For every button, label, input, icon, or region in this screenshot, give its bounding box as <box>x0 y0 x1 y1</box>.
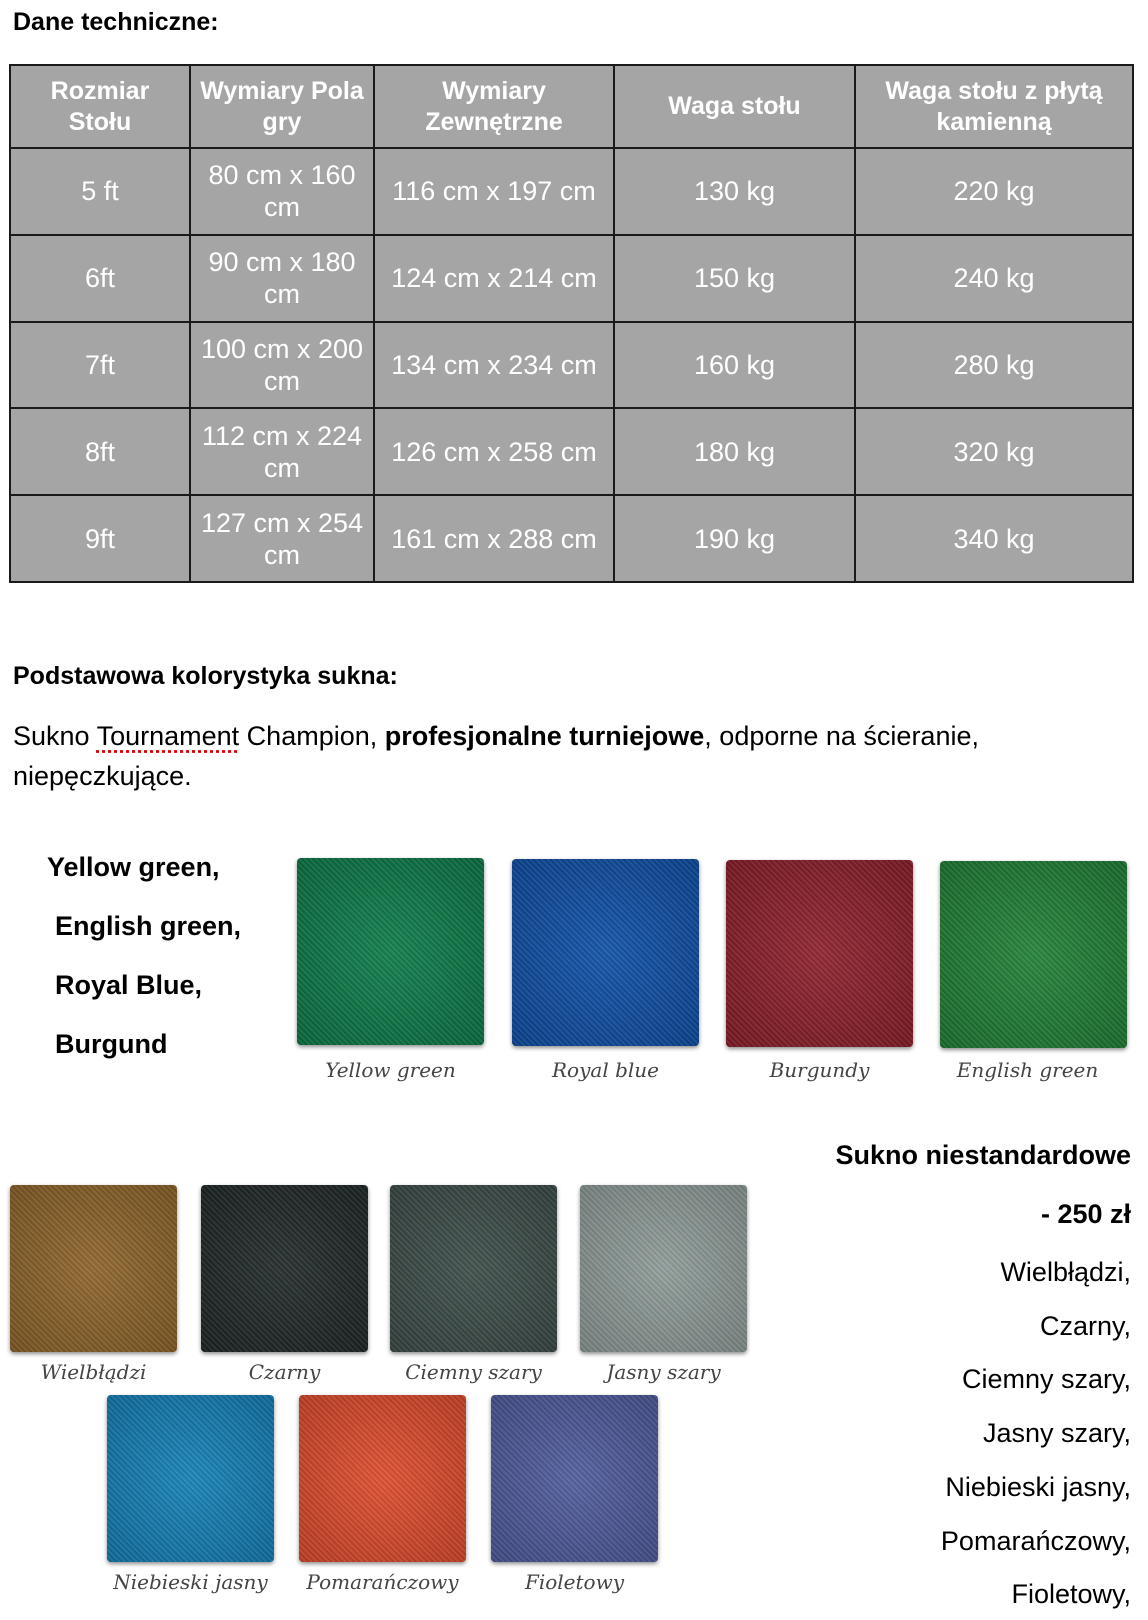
desc-spellcheck-word: Tournament <box>96 721 240 751</box>
swatch-light-blue <box>107 1395 274 1562</box>
felt-description <box>13 716 1113 796</box>
cell-outer: 161 cm x 288 cm <box>374 495 614 582</box>
swatch-light-grey <box>580 1185 747 1352</box>
desc-text: Sukno <box>13 721 97 751</box>
custom-color-name: Pomarańczowy, <box>940 1526 1131 1556</box>
cell-weight-slate: 220 kg <box>855 148 1133 235</box>
swatch-burgundy <box>726 860 913 1047</box>
spec-heading: Dane techniczne: <box>13 8 219 36</box>
swatch-camel <box>10 1185 177 1352</box>
custom-color-name: Czarny, <box>1039 1311 1131 1341</box>
cell-size: 8ft <box>10 408 190 495</box>
custom-color-name: Fioletowy, <box>1011 1579 1131 1609</box>
desc-bold: profesjonalne turniejowe <box>384 721 705 751</box>
standard-color-name: Royal Blue, <box>55 970 203 1000</box>
felt-heading: Podstawowa kolorystyka sukna: <box>13 662 398 690</box>
table-row <box>10 495 1133 582</box>
swatch-label: Czarny <box>248 1360 321 1384</box>
cell-playfield: 127 cm x 254 cm <box>190 495 374 582</box>
standard-color-name: Burgund <box>55 1029 168 1059</box>
swatch-purple <box>491 1395 658 1562</box>
cell-size: 5 ft <box>10 148 190 235</box>
custom-price: - 250 zł <box>1040 1199 1131 1229</box>
desc-text: Champion, <box>239 721 385 751</box>
swatch-label: Burgundy <box>769 1058 870 1082</box>
cell-playfield: 80 cm x 160 cm <box>190 148 374 235</box>
header-table-weight: Waga stołu <box>614 65 855 148</box>
cell-weight: 160 kg <box>614 322 855 409</box>
standard-color-name: Yellow green, <box>47 852 220 882</box>
cell-playfield: 100 cm x 200 cm <box>190 322 374 409</box>
cell-playfield: 90 cm x 180 cm <box>190 235 374 322</box>
swatch-label: English green <box>956 1058 1099 1082</box>
swatch-yellow-green <box>297 858 484 1045</box>
cell-outer: 134 cm x 234 cm <box>374 322 614 409</box>
table-row <box>10 235 1133 322</box>
swatch-label: Wielbłądzi <box>40 1360 147 1384</box>
swatch-label: Royal blue <box>552 1058 659 1082</box>
swatch-label: Jasny szary <box>606 1360 721 1384</box>
cell-weight-slate: 240 kg <box>855 235 1133 322</box>
cell-weight: 180 kg <box>614 408 855 495</box>
swatch-black <box>201 1185 368 1352</box>
cell-weight-slate: 320 kg <box>855 408 1133 495</box>
cell-size: 9ft <box>10 495 190 582</box>
swatch-label: Fioletowy <box>524 1570 625 1594</box>
header-playfield-dims: Wymiary Pola gry <box>190 65 374 148</box>
cell-weight: 190 kg <box>614 495 855 582</box>
custom-color-name: Wielbłądzi, <box>1000 1257 1131 1287</box>
cell-outer: 124 cm x 214 cm <box>374 235 614 322</box>
header-table-size: Rozmiar Stołu <box>10 65 190 148</box>
swatch-dark-grey <box>390 1185 557 1352</box>
spec-header-row <box>10 65 1133 148</box>
spec-table <box>9 64 1134 583</box>
table-row <box>10 148 1133 235</box>
swatch-label: Niebieski jasny <box>113 1570 268 1594</box>
swatch-label: Yellow green <box>325 1058 456 1082</box>
custom-color-name: Ciemny szary, <box>961 1364 1131 1394</box>
cell-weight-slate: 280 kg <box>855 322 1133 409</box>
swatch-label: Ciemny szary <box>405 1360 542 1384</box>
swatch-orange <box>299 1395 466 1562</box>
custom-color-name: Jasny szary, <box>982 1418 1131 1448</box>
cell-size: 6ft <box>10 235 190 322</box>
cell-weight: 150 kg <box>614 235 855 322</box>
custom-title: Sukno niestandardowe <box>835 1140 1131 1170</box>
cell-outer: 116 cm x 197 cm <box>374 148 614 235</box>
cell-weight-slate: 340 kg <box>855 495 1133 582</box>
swatch-english-green <box>940 861 1127 1048</box>
swatch-label: Pomarańczowy <box>306 1570 459 1594</box>
header-outer-dims: Wymiary Zewnętrzne <box>374 65 614 148</box>
cell-weight: 130 kg <box>614 148 855 235</box>
custom-color-name: Niebieski jasny, <box>945 1472 1131 1502</box>
cell-size: 7ft <box>10 322 190 409</box>
cell-outer: 126 cm x 258 cm <box>374 408 614 495</box>
swatch-royal-blue <box>512 859 699 1046</box>
cell-playfield: 112 cm x 224 cm <box>190 408 374 495</box>
table-row <box>10 322 1133 409</box>
desc-text: , odporne na ścieranie, niepęczkujące. <box>13 721 979 791</box>
table-row <box>10 408 1133 495</box>
standard-color-name: English green, <box>55 911 242 941</box>
header-weight-with-slate: Waga stołu z płytą kamienną <box>855 65 1133 148</box>
